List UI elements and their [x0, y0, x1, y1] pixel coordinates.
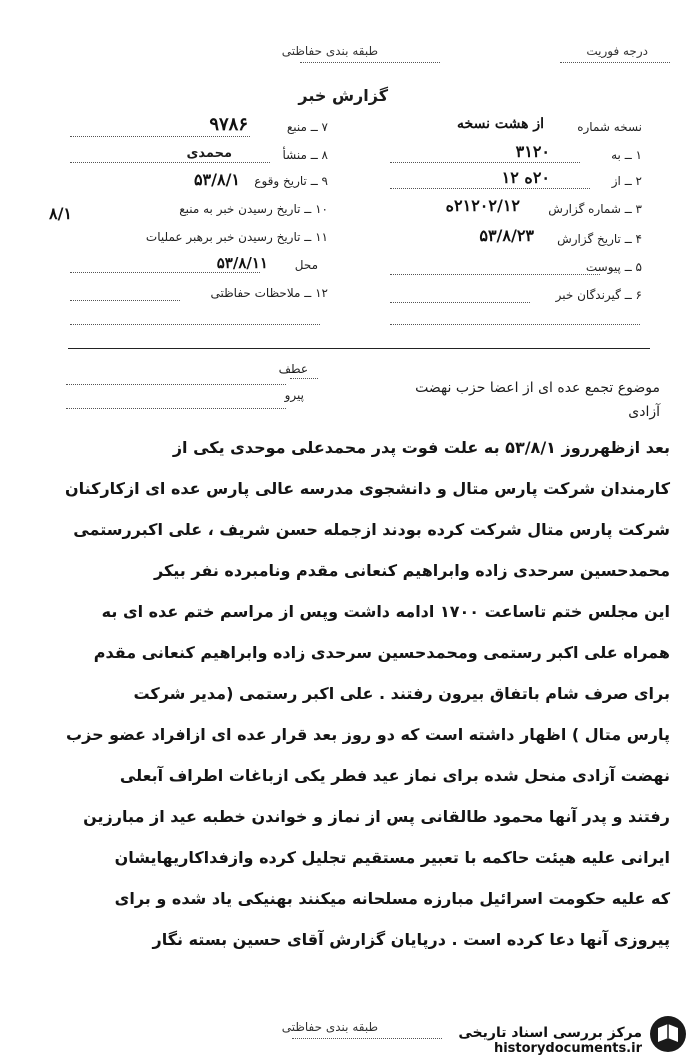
- field-source-receipt-date-label: ۱۰ ــ تاریخ رسیدن خبر به منبع: [179, 202, 328, 216]
- body-line: پارس متال ) اظهار داشته است که دو روز بعد قرار عده ای ازافراد عضو حزب: [66, 725, 670, 744]
- field-from-value: ۲۰ه ۱۲: [501, 168, 550, 187]
- field-security-notes-label: ۱۲ ــ ملاحظات حفاظتی: [210, 286, 328, 300]
- field-copy-number-label: نسخه شماره: [577, 120, 642, 134]
- field-origin-label: ۸ ــ منشأ: [282, 148, 328, 162]
- watermark-title: مرکز بررسی اسناد تاریخی: [458, 1025, 642, 1041]
- field-origin-dotted-line: [70, 162, 270, 163]
- priority-dotted-line: [560, 62, 670, 63]
- subject-line-2: آزادی: [628, 404, 660, 420]
- field-to-dotted-line: [390, 162, 580, 163]
- margin-note-line: [290, 378, 318, 379]
- field-location-label: محل: [294, 258, 318, 272]
- field-from-dotted-line: [390, 188, 590, 189]
- field-from-label: ۲ ــ از: [611, 174, 642, 188]
- margin-dotted-line-2: [66, 408, 286, 409]
- archive-watermark: [458, 1025, 642, 1056]
- field-report-date-value: ۵۳/۸/۲۳: [479, 226, 534, 245]
- field-report-date-label: ۴ ــ تاریخ گزارش: [557, 232, 642, 246]
- body-line: پیروزی آنها دعا کرده است . درپایان گزارش آقای حسین بسته نگار: [152, 930, 670, 949]
- margin-dotted-line: [66, 384, 286, 385]
- margin-note-followup: پیرو: [284, 388, 304, 402]
- field-origin-value: محمدی: [186, 146, 232, 161]
- body-line: شرکت پارس متال شرکت کرده بودند ازجمله حسن شریف ، علی اکبررستمی: [73, 520, 670, 539]
- field-occurrence-date-label: ۹ ــ تاریخ وقوع: [254, 174, 328, 188]
- body-line: محمدحسین سرحدی زاده وابراهیم کنعانی مقدم ونامبرده نفر بیکر: [154, 561, 670, 580]
- body-line: که علیه حکومت اسرائیل مبارزه مسلحانه میکنند بهنیکی یاد شده و برای: [114, 889, 670, 908]
- field-occurrence-date-value: ۵۳/۸/۱: [193, 170, 240, 189]
- body-line: این مجلس ختم تاساعت ۱۷۰۰ ادامه داشت وپس از مراسم ختم عده ای به: [101, 602, 670, 621]
- field-source-receipt-date-value: ۸/۱: [48, 204, 72, 223]
- priority-label: درجه فوریت: [586, 44, 648, 58]
- field-location-dotted-line: [70, 272, 260, 273]
- margin-note-ref: عطف: [278, 362, 308, 376]
- field-ops-receipt-date-label: ۱۱ ــ تاریخ رسیدن خبر برهبر عملیات: [145, 230, 328, 244]
- footer-classification-label: طبقه بندی حفاظتی: [281, 1020, 378, 1034]
- field-security-notes-dotted-line: [70, 300, 180, 301]
- body-line: همراه علی اکبر رستمی ومحمدحسین سرحدی زاده وابراهیم کنعانی مقدم: [93, 643, 670, 662]
- document-title: گزارش خبر: [298, 86, 388, 105]
- field-source-value: ۹۷۸۶: [209, 114, 248, 135]
- field-security-notes-dotted-line-2: [70, 324, 320, 325]
- field-report-number-value: ۲۱۲۰۲/۱۲ه: [445, 196, 520, 215]
- body-line: بعد ازظهرروز ۵۳/۸/۱ به علت فوت پدر محمدعلی موحدی یکی از: [172, 438, 670, 457]
- body-line: برای صرف شام باتفاق بیرون رفتند . علی اکبر رستمی (مدیر شرکت: [133, 684, 670, 703]
- watermark-url: historydocuments.ir: [493, 1041, 642, 1056]
- field-recipients-label: ۶ ــ گیرندگان خبر: [555, 288, 642, 302]
- field-recipients-dotted-line-2: [390, 324, 640, 325]
- field-location-value: ۵۳/۸/۱۱: [216, 254, 268, 272]
- field-source-label: ۷ ــ منبع: [286, 120, 328, 134]
- body-line: رفتند و پدر آنها محمود طالقانی پس از نماز و خواندن خطبه عید از مبارزین: [83, 807, 670, 826]
- field-to-value: ۳۱۲۰: [515, 142, 550, 161]
- footer-classification-dotted-line: [292, 1038, 442, 1039]
- header-separator: [68, 348, 650, 349]
- field-report-number-label: ۳ ــ شماره گزارش: [548, 202, 642, 216]
- field-source-dotted-line: [70, 136, 250, 137]
- subject-line-1: موضوع تجمع عده ای از اعضا حزب نهضت: [415, 380, 660, 396]
- field-recipients-dotted-line: [390, 302, 530, 303]
- field-to-label: ۱ ــ به: [611, 148, 642, 162]
- field-attachment-label: ۵ ــ پیوست: [585, 260, 642, 274]
- body-line: کارمندان شرکت پارس متال و دانشجوی مدرسه عالی پارس عده ای ازکارکنان: [64, 479, 670, 498]
- body-line: نهضت آزادی منحل شده برای نماز عید فطر یکی ازباغات اطراف آبعلی: [119, 766, 670, 785]
- archive-logo-icon: [648, 1014, 688, 1054]
- classification-label: طبقه بندی حفاظتی: [281, 44, 378, 58]
- field-copy-number-value: از هشت نسخه: [457, 116, 544, 132]
- body-line: ایرانی علیه هیئت حاکمه با تعبیر مستقیم تجلیل کرده وازفداکاریهایشان: [114, 848, 670, 867]
- field-attachment-dotted-line: [390, 274, 600, 275]
- classification-dotted-line: [300, 62, 440, 63]
